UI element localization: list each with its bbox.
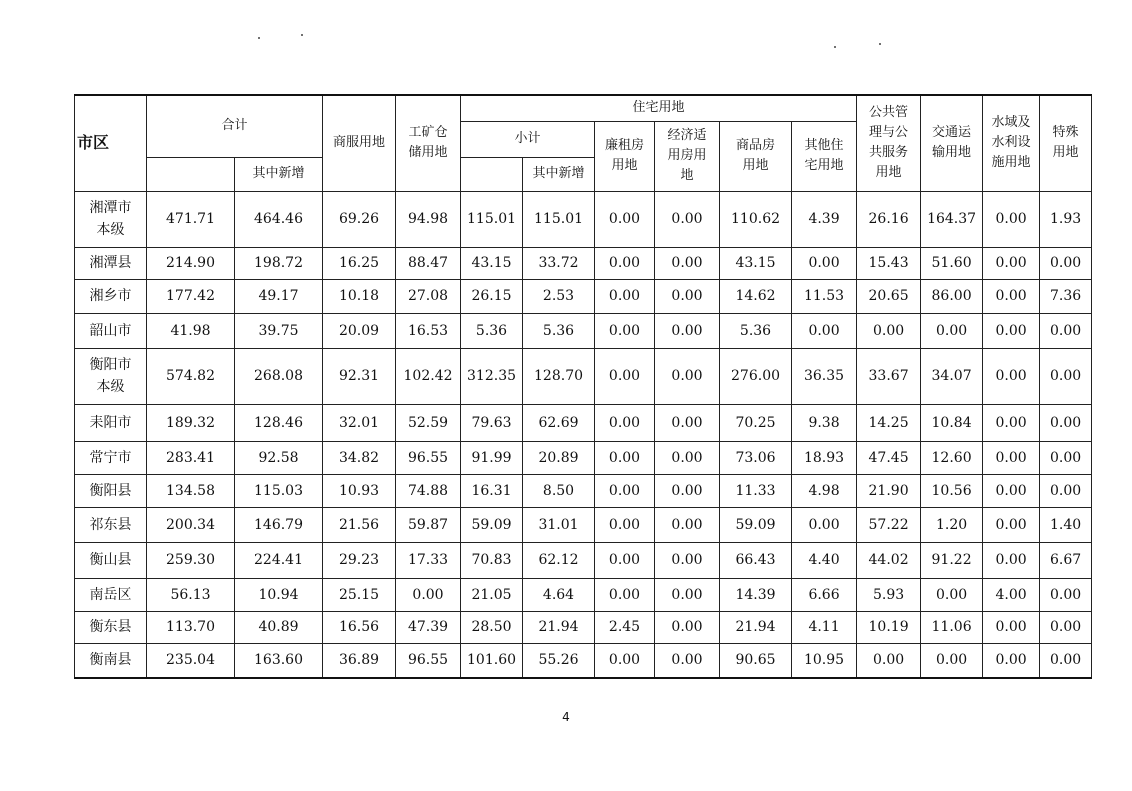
- scan-speck: [879, 43, 881, 45]
- value-cell: 12.60: [921, 441, 983, 474]
- table-row: [75, 643, 1092, 678]
- value-cell: 14.39: [720, 578, 792, 611]
- header-total: 合计: [147, 95, 323, 157]
- region-cell: 耒阳市: [75, 404, 147, 441]
- page-number: 4: [562, 710, 570, 724]
- header-total-value: [147, 157, 235, 191]
- value-cell: 0.00: [595, 191, 655, 247]
- value-cell: 21.56: [323, 507, 396, 542]
- table-row: [75, 507, 1092, 542]
- value-cell: 113.70: [147, 611, 235, 643]
- value-cell: 0.00: [983, 404, 1040, 441]
- value-cell: 33.72: [523, 247, 595, 279]
- value-cell: 5.93: [857, 578, 921, 611]
- value-cell: 110.62: [720, 191, 792, 247]
- value-cell: 14.62: [720, 279, 792, 313]
- value-cell: 25.15: [323, 578, 396, 611]
- land-supply-table: [74, 94, 1092, 679]
- value-cell: 1.93: [1040, 191, 1092, 247]
- value-cell: 59.87: [396, 507, 461, 542]
- value-cell: 92.58: [235, 441, 323, 474]
- value-cell: 0.00: [792, 507, 857, 542]
- value-cell: 31.01: [523, 507, 595, 542]
- value-cell: 16.31: [461, 474, 523, 507]
- value-cell: 0.00: [983, 313, 1040, 348]
- value-cell: 0.00: [595, 441, 655, 474]
- value-cell: 20.89: [523, 441, 595, 474]
- value-cell: 0.00: [983, 611, 1040, 643]
- region-cell: 常宁市: [75, 441, 147, 474]
- value-cell: 69.26: [323, 191, 396, 247]
- value-cell: 0.00: [655, 441, 720, 474]
- value-cell: 10.94: [235, 578, 323, 611]
- value-cell: 0.00: [857, 643, 921, 678]
- header-residential: 住宅用地: [461, 95, 857, 121]
- value-cell: 0.00: [595, 279, 655, 313]
- value-cell: 10.56: [921, 474, 983, 507]
- value-cell: 5.36: [523, 313, 595, 348]
- value-cell: 20.65: [857, 279, 921, 313]
- value-cell: 91.22: [921, 542, 983, 578]
- header-commodity: 商品房用地: [720, 121, 792, 191]
- value-cell: 10.95: [792, 643, 857, 678]
- value-cell: 33.67: [857, 348, 921, 404]
- value-cell: 224.41: [235, 542, 323, 578]
- value-cell: 15.43: [857, 247, 921, 279]
- value-cell: 0.00: [983, 247, 1040, 279]
- value-cell: 62.69: [523, 404, 595, 441]
- value-cell: 0.00: [595, 404, 655, 441]
- header-total-new: 其中新增: [235, 157, 323, 191]
- value-cell: 0.00: [983, 643, 1040, 678]
- value-cell: 4.98: [792, 474, 857, 507]
- value-cell: 62.12: [523, 542, 595, 578]
- region-cell: 衡山县: [75, 542, 147, 578]
- value-cell: 0.00: [1040, 247, 1092, 279]
- value-cell: 21.94: [720, 611, 792, 643]
- value-cell: 0.00: [857, 313, 921, 348]
- value-cell: 39.75: [235, 313, 323, 348]
- region-cell: 湘乡市: [75, 279, 147, 313]
- value-cell: 0.00: [396, 578, 461, 611]
- region-cell: 湘潭市本级: [75, 191, 147, 247]
- value-cell: 0.00: [655, 404, 720, 441]
- value-cell: 16.56: [323, 611, 396, 643]
- value-cell: 0.00: [983, 542, 1040, 578]
- value-cell: 11.53: [792, 279, 857, 313]
- value-cell: 92.31: [323, 348, 396, 404]
- value-cell: 56.13: [147, 578, 235, 611]
- value-cell: 36.89: [323, 643, 396, 678]
- value-cell: 51.60: [921, 247, 983, 279]
- value-cell: 235.04: [147, 643, 235, 678]
- value-cell: 200.34: [147, 507, 235, 542]
- value-cell: 0.00: [1040, 611, 1092, 643]
- header-water: 水域及水利设施用地: [983, 95, 1040, 191]
- value-cell: 96.55: [396, 441, 461, 474]
- value-cell: 47.45: [857, 441, 921, 474]
- value-cell: 5.36: [720, 313, 792, 348]
- table-row: [75, 313, 1092, 348]
- value-cell: 189.32: [147, 404, 235, 441]
- value-cell: 10.93: [323, 474, 396, 507]
- table-row: [75, 404, 1092, 441]
- value-cell: 66.43: [720, 542, 792, 578]
- value-cell: 79.63: [461, 404, 523, 441]
- value-cell: 91.99: [461, 441, 523, 474]
- value-cell: 9.38: [792, 404, 857, 441]
- value-cell: 27.08: [396, 279, 461, 313]
- header-commercial: 商服用地: [323, 95, 396, 191]
- value-cell: 59.09: [461, 507, 523, 542]
- value-cell: 471.71: [147, 191, 235, 247]
- value-cell: 18.93: [792, 441, 857, 474]
- value-cell: 10.18: [323, 279, 396, 313]
- value-cell: 21.94: [523, 611, 595, 643]
- value-cell: 0.00: [595, 348, 655, 404]
- value-cell: 102.42: [396, 348, 461, 404]
- value-cell: 0.00: [1040, 441, 1092, 474]
- value-cell: 43.15: [720, 247, 792, 279]
- value-cell: 47.39: [396, 611, 461, 643]
- value-cell: 5.36: [461, 313, 523, 348]
- value-cell: 0.00: [655, 542, 720, 578]
- value-cell: 0.00: [655, 348, 720, 404]
- scan-speck: [834, 46, 836, 48]
- value-cell: 259.30: [147, 542, 235, 578]
- value-cell: 34.07: [921, 348, 983, 404]
- value-cell: 4.11: [792, 611, 857, 643]
- header-other-res: 其他住宅用地: [792, 121, 857, 191]
- region-cell: 衡南县: [75, 643, 147, 678]
- region-cell: 衡阳县: [75, 474, 147, 507]
- value-cell: 70.83: [461, 542, 523, 578]
- header-res-subtotal: 小计: [461, 121, 595, 157]
- scan-speck: [258, 37, 260, 39]
- value-cell: 268.08: [235, 348, 323, 404]
- value-cell: 0.00: [983, 441, 1040, 474]
- value-cell: 21.05: [461, 578, 523, 611]
- value-cell: 0.00: [595, 542, 655, 578]
- value-cell: 17.33: [396, 542, 461, 578]
- value-cell: 177.42: [147, 279, 235, 313]
- value-cell: 0.00: [655, 313, 720, 348]
- header-transport: 交通运输用地: [921, 95, 983, 191]
- value-cell: 16.25: [323, 247, 396, 279]
- value-cell: 88.47: [396, 247, 461, 279]
- header-res-new: 其中新增: [523, 157, 595, 191]
- value-cell: 1.40: [1040, 507, 1092, 542]
- value-cell: 0.00: [921, 578, 983, 611]
- value-cell: 49.17: [235, 279, 323, 313]
- region-cell: 韶山市: [75, 313, 147, 348]
- value-cell: 4.00: [983, 578, 1040, 611]
- value-cell: 574.82: [147, 348, 235, 404]
- value-cell: 0.00: [595, 247, 655, 279]
- value-cell: 0.00: [983, 279, 1040, 313]
- value-cell: 283.41: [147, 441, 235, 474]
- table-row: [75, 279, 1092, 313]
- value-cell: 55.26: [523, 643, 595, 678]
- value-cell: 14.25: [857, 404, 921, 441]
- value-cell: 0.00: [655, 611, 720, 643]
- value-cell: 43.15: [461, 247, 523, 279]
- header-special: 特殊用地: [1040, 95, 1092, 191]
- value-cell: 0.00: [983, 474, 1040, 507]
- value-cell: 214.90: [147, 247, 235, 279]
- value-cell: 198.72: [235, 247, 323, 279]
- value-cell: 28.50: [461, 611, 523, 643]
- value-cell: 0.00: [792, 247, 857, 279]
- value-cell: 0.00: [983, 507, 1040, 542]
- region-cell: 祁东县: [75, 507, 147, 542]
- region-cell: 南岳区: [75, 578, 147, 611]
- value-cell: 59.09: [720, 507, 792, 542]
- value-cell: 0.00: [983, 191, 1040, 247]
- value-cell: 40.89: [235, 611, 323, 643]
- value-cell: 0.00: [655, 643, 720, 678]
- value-cell: 21.90: [857, 474, 921, 507]
- value-cell: 7.36: [1040, 279, 1092, 313]
- value-cell: 0.00: [792, 313, 857, 348]
- table-row: [75, 542, 1092, 578]
- value-cell: 1.20: [921, 507, 983, 542]
- value-cell: 57.22: [857, 507, 921, 542]
- header-public: 公共管理与公共服务用地: [857, 95, 921, 191]
- region-cell: 衡东县: [75, 611, 147, 643]
- value-cell: 70.25: [720, 404, 792, 441]
- value-cell: 0.00: [595, 578, 655, 611]
- value-cell: 86.00: [921, 279, 983, 313]
- value-cell: 0.00: [921, 313, 983, 348]
- value-cell: 74.88: [396, 474, 461, 507]
- value-cell: 128.70: [523, 348, 595, 404]
- value-cell: 96.55: [396, 643, 461, 678]
- header-region: 市区: [75, 95, 147, 191]
- header-lowrent: 廉租房用地: [595, 121, 655, 191]
- region-cell: 湘潭县: [75, 247, 147, 279]
- header-res-subtotal-value: [461, 157, 523, 191]
- value-cell: 26.15: [461, 279, 523, 313]
- value-cell: 8.50: [523, 474, 595, 507]
- region-cell: 衡阳市本级: [75, 348, 147, 404]
- value-cell: 0.00: [595, 643, 655, 678]
- value-cell: 52.59: [396, 404, 461, 441]
- value-cell: 134.58: [147, 474, 235, 507]
- value-cell: 0.00: [655, 279, 720, 313]
- value-cell: 0.00: [1040, 348, 1092, 404]
- table-body: [75, 191, 1092, 678]
- value-cell: 29.23: [323, 542, 396, 578]
- value-cell: 0.00: [655, 507, 720, 542]
- scan-speck: [301, 34, 303, 36]
- table-row: [75, 191, 1092, 247]
- table-row: [75, 578, 1092, 611]
- value-cell: 464.46: [235, 191, 323, 247]
- value-cell: 276.00: [720, 348, 792, 404]
- value-cell: 34.82: [323, 441, 396, 474]
- value-cell: 16.53: [396, 313, 461, 348]
- value-cell: 41.98: [147, 313, 235, 348]
- value-cell: 0.00: [655, 578, 720, 611]
- value-cell: 4.40: [792, 542, 857, 578]
- value-cell: 11.33: [720, 474, 792, 507]
- value-cell: 0.00: [1040, 578, 1092, 611]
- table-row: [75, 611, 1092, 643]
- value-cell: 0.00: [1040, 404, 1092, 441]
- value-cell: 36.35: [792, 348, 857, 404]
- header-affordable: 经济适用房用地: [655, 121, 720, 191]
- table-row: [75, 348, 1092, 404]
- value-cell: 6.66: [792, 578, 857, 611]
- value-cell: 0.00: [595, 474, 655, 507]
- value-cell: 163.60: [235, 643, 323, 678]
- value-cell: 0.00: [1040, 313, 1092, 348]
- value-cell: 0.00: [1040, 643, 1092, 678]
- value-cell: 26.16: [857, 191, 921, 247]
- value-cell: 128.46: [235, 404, 323, 441]
- value-cell: 11.06: [921, 611, 983, 643]
- value-cell: 2.53: [523, 279, 595, 313]
- value-cell: 20.09: [323, 313, 396, 348]
- value-cell: 0.00: [595, 507, 655, 542]
- value-cell: 164.37: [921, 191, 983, 247]
- value-cell: 146.79: [235, 507, 323, 542]
- value-cell: 90.65: [720, 643, 792, 678]
- value-cell: 0.00: [983, 348, 1040, 404]
- value-cell: 32.01: [323, 404, 396, 441]
- value-cell: 73.06: [720, 441, 792, 474]
- value-cell: 10.19: [857, 611, 921, 643]
- value-cell: 0.00: [655, 191, 720, 247]
- value-cell: 0.00: [921, 643, 983, 678]
- table-row: [75, 441, 1092, 474]
- value-cell: 0.00: [655, 474, 720, 507]
- value-cell: 44.02: [857, 542, 921, 578]
- value-cell: 10.84: [921, 404, 983, 441]
- value-cell: 4.64: [523, 578, 595, 611]
- value-cell: 0.00: [1040, 474, 1092, 507]
- table-row: [75, 474, 1092, 507]
- value-cell: 94.98: [396, 191, 461, 247]
- value-cell: 115.03: [235, 474, 323, 507]
- value-cell: 0.00: [595, 313, 655, 348]
- value-cell: 115.01: [461, 191, 523, 247]
- header-industrial: 工矿仓储用地: [396, 95, 461, 191]
- value-cell: 312.35: [461, 348, 523, 404]
- value-cell: 115.01: [523, 191, 595, 247]
- value-cell: 101.60: [461, 643, 523, 678]
- value-cell: 2.45: [595, 611, 655, 643]
- table-row: [75, 247, 1092, 279]
- value-cell: 4.39: [792, 191, 857, 247]
- value-cell: 6.67: [1040, 542, 1092, 578]
- value-cell: 0.00: [655, 247, 720, 279]
